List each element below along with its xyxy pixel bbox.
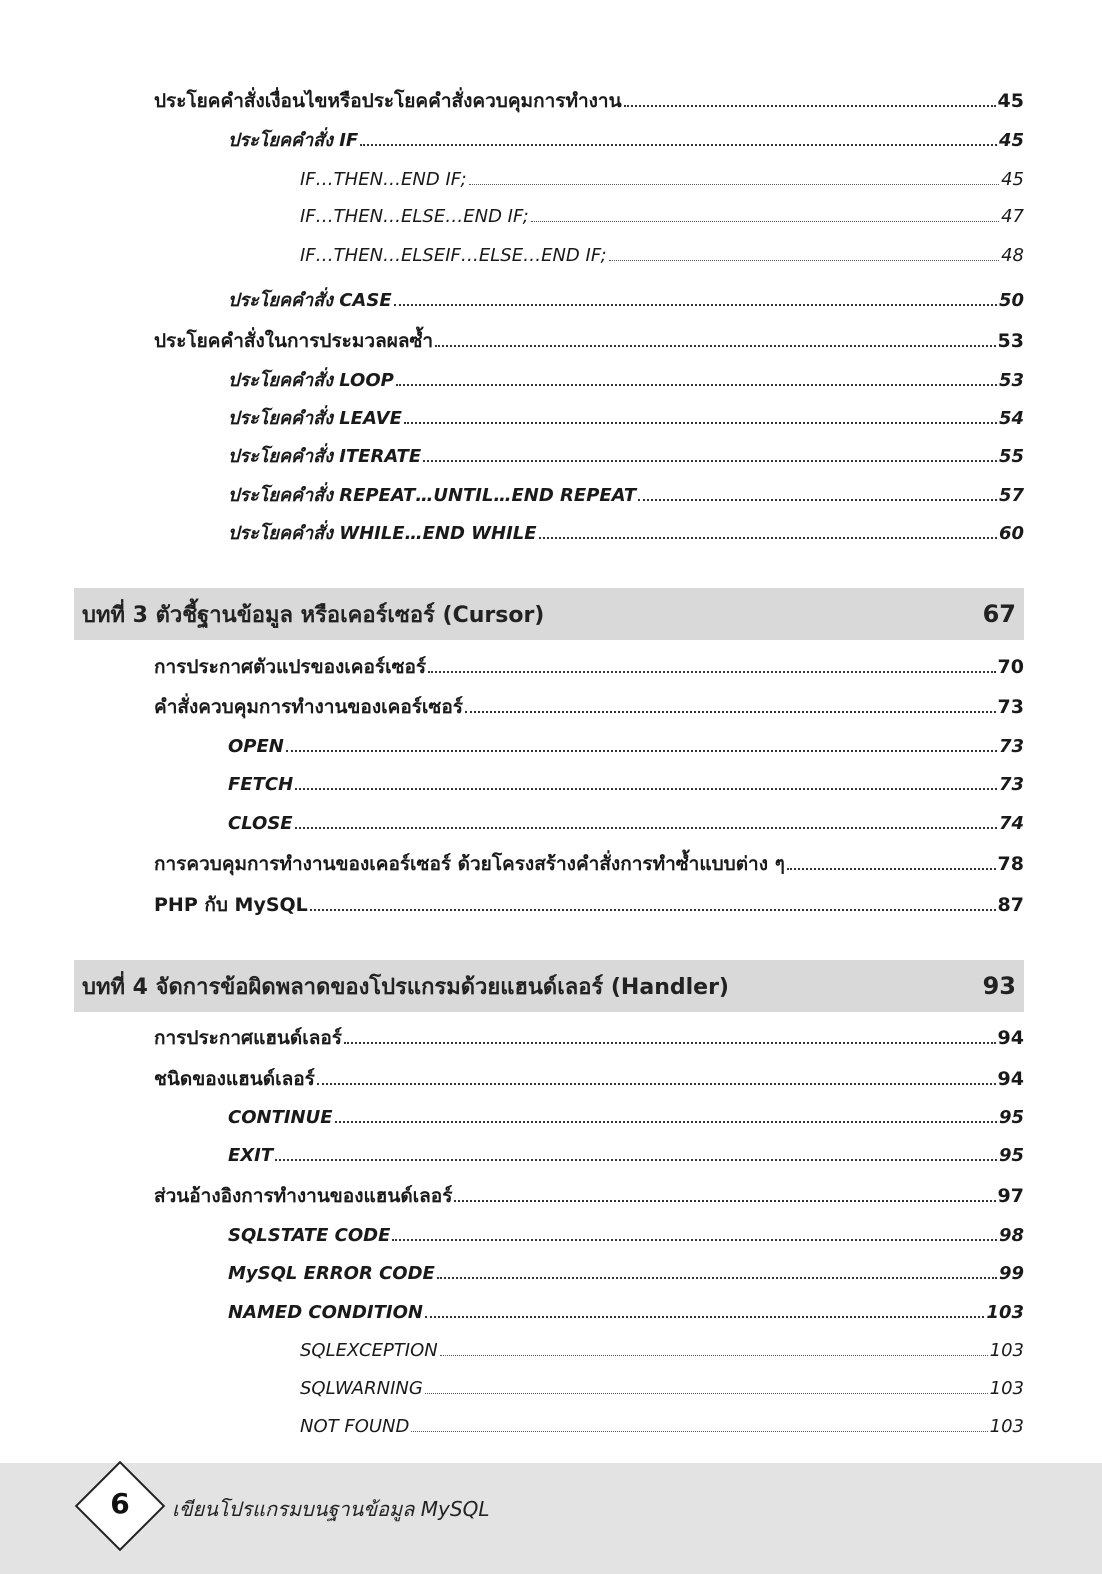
page-number: 6	[110, 1487, 130, 1520]
dot-leader	[437, 1277, 997, 1279]
toc-entry[interactable]	[228, 372, 1024, 390]
chapter-heading[interactable]	[74, 588, 1024, 640]
toc-entry-page: 97	[997, 1185, 1024, 1207]
toc-entry-label: SQLWARNING	[300, 1378, 423, 1399]
toc-entry-page: 55	[998, 446, 1024, 467]
toc-entry-page: 57	[998, 485, 1024, 506]
toc-entry[interactable]	[228, 776, 1024, 794]
dot-leader	[469, 184, 1000, 185]
dot-leader	[440, 1355, 988, 1356]
toc-entry-label: IF…THEN…ELSE…END IF;	[300, 206, 529, 227]
toc-entry-label: FETCH	[228, 774, 294, 795]
dot-leader	[465, 711, 996, 713]
toc-entry[interactable]	[300, 247, 1024, 265]
dot-leader	[435, 345, 995, 347]
toc-entry[interactable]	[228, 292, 1024, 310]
dot-leader	[394, 304, 997, 306]
toc-entry-page: 73	[997, 696, 1024, 718]
toc-entry[interactable]	[228, 525, 1024, 543]
toc-entry-page: 98	[998, 1225, 1024, 1246]
toc-entry-page: 54	[998, 408, 1024, 429]
toc-entry[interactable]	[300, 1380, 1024, 1398]
toc-entry-label: CLOSE	[228, 813, 293, 834]
dot-leader	[392, 1239, 997, 1241]
dot-leader	[423, 460, 997, 462]
toc-entry-label: คำสั่งควบคุมการทำงานของเคอร์เซอร์	[154, 696, 463, 718]
toc-entry-page: 87	[997, 894, 1024, 916]
toc-entry-page: 103	[989, 1416, 1024, 1437]
toc-entry-label: ประโยคคำสั่ง IF	[228, 130, 359, 151]
toc-entry-label: ประโยคคำสั่ง REPEAT…UNTIL…END REPEAT	[228, 485, 637, 506]
toc-entry-page: 103	[986, 1302, 1024, 1323]
page-footer	[0, 1463, 1102, 1574]
toc-entry-page: 53	[997, 330, 1024, 352]
dot-leader	[275, 1159, 997, 1161]
toc-entry[interactable]	[154, 855, 1024, 874]
toc-entry-page: 94	[997, 1068, 1024, 1090]
toc-entry-label: การควบคุมการทำงานของเคอร์เซอร์ ด้วยโครงสร้างคำสั่งการทำซ้ำแบบต่าง ๆ	[154, 853, 785, 875]
dot-leader	[344, 1042, 996, 1044]
toc-entry-page: 103	[989, 1378, 1024, 1399]
toc-entry-label: IF…THEN…ELSEIF…ELSE…END IF;	[300, 245, 607, 266]
toc-entry-label: NAMED CONDITION	[228, 1302, 423, 1323]
toc-entry-page: 60	[998, 523, 1024, 544]
toc-entry-page: 45	[1001, 169, 1024, 190]
toc-entry-label: SQLSTATE CODE	[228, 1225, 391, 1246]
toc-entry-label: OPEN	[228, 736, 284, 757]
toc-entry-label: ประโยคคำสั่ง WHILE…END WHILE	[228, 523, 537, 544]
toc-entry[interactable]	[154, 92, 1024, 111]
toc-entry[interactable]	[154, 698, 1024, 717]
toc-entry-page: 99	[998, 1263, 1024, 1284]
toc-entry[interactable]	[228, 132, 1024, 150]
toc-entry-label: ประโยคคำสั่งเงื่อนไขหรือประโยคคำสั่งควบคุมการทำงาน	[154, 90, 622, 112]
toc-entry-page: 50	[998, 290, 1024, 311]
toc-entry[interactable]	[154, 1029, 1024, 1048]
dot-leader	[286, 750, 997, 752]
dot-leader	[454, 1200, 995, 1202]
toc-entry-label: IF…THEN…END IF;	[300, 169, 467, 190]
chapter-title: บทที่ 4 จัดการข้อผิดพลาดของโปรแกรมด้วยแฮนด์เลอร์ (Handler)	[82, 974, 729, 1000]
dot-leader	[428, 671, 995, 673]
dot-leader	[539, 537, 997, 539]
dot-leader	[295, 827, 997, 829]
toc-entry[interactable]	[228, 1304, 1024, 1322]
toc-entry-page: 94	[997, 1027, 1024, 1049]
toc-entry-label: ส่วนอ้างอิงการทำงานของแฮนด์เลอร์	[154, 1185, 453, 1207]
dot-leader	[360, 144, 997, 146]
dot-leader	[787, 868, 996, 870]
toc-entry-page: 73	[998, 736, 1024, 757]
toc-entry[interactable]	[300, 1418, 1024, 1436]
toc-entry[interactable]	[228, 738, 1024, 756]
toc-entry-page: 47	[1001, 206, 1024, 227]
toc-entry-label: SQLEXCEPTION	[300, 1340, 438, 1361]
chapter-title: บทที่ 3 ตัวชี้ฐานข้อมูล หรือเคอร์เซอร์ (Cursor)	[82, 602, 545, 628]
toc-entry-page: 95	[998, 1145, 1024, 1166]
toc-entry[interactable]	[228, 815, 1024, 833]
dot-leader	[638, 499, 997, 501]
toc-entry[interactable]	[154, 896, 1024, 915]
toc-entry[interactable]	[228, 410, 1024, 428]
dot-leader	[335, 1121, 997, 1123]
toc-entry-label: NOT FOUND	[300, 1416, 410, 1437]
toc-entry-page: 53	[998, 370, 1024, 391]
toc-entry[interactable]	[228, 1147, 1024, 1165]
toc-entry-page: 95	[998, 1107, 1024, 1128]
toc-entry-label: การประกาศตัวแปรของเคอร์เซอร์	[154, 656, 427, 678]
chapter-heading[interactable]	[74, 960, 1024, 1012]
dot-leader	[411, 1431, 987, 1432]
dot-leader	[609, 260, 999, 261]
toc-entry-page: 78	[997, 853, 1024, 875]
dot-leader	[317, 1083, 996, 1085]
toc-entry[interactable]	[154, 1070, 1024, 1089]
dot-leader	[624, 105, 996, 107]
toc-entry-page: 45	[997, 90, 1024, 112]
chapter-page: 67	[982, 600, 1016, 628]
book-title: เขียนโปรแกรมบนฐานข้อมูล MySQL	[172, 1497, 490, 1521]
toc-entry-page: 103	[989, 1340, 1024, 1361]
toc-entry-label: MySQL ERROR CODE	[228, 1263, 435, 1284]
dot-leader	[295, 788, 997, 790]
toc-entry[interactable]	[228, 1265, 1024, 1283]
toc-entry[interactable]	[300, 208, 1024, 226]
dot-leader	[404, 422, 997, 424]
toc-entry-label: ประโยคคำสั่ง ITERATE	[228, 446, 422, 467]
toc-entry-label: CONTINUE	[228, 1107, 333, 1128]
dot-leader	[425, 1393, 988, 1394]
toc-entry-label: ประโยคคำสั่ง CASE	[228, 290, 392, 311]
toc-entry[interactable]	[154, 332, 1024, 351]
toc-entry-page: 73	[998, 774, 1024, 795]
toc-entry[interactable]	[300, 171, 1024, 189]
toc-entry-label: การประกาศแฮนด์เลอร์	[154, 1027, 343, 1049]
toc-entry[interactable]	[154, 1187, 1024, 1206]
toc-entry[interactable]	[228, 1227, 1024, 1245]
dot-leader	[310, 909, 996, 911]
toc-entry-page: 48	[1001, 245, 1024, 266]
toc-entry[interactable]	[228, 1109, 1024, 1127]
dot-leader	[396, 384, 997, 386]
dot-leader	[425, 1316, 984, 1318]
toc-entry-page: 70	[997, 656, 1024, 678]
toc-entry[interactable]	[228, 448, 1024, 466]
toc-entry-label: ชนิดของแฮนด์เลอร์	[154, 1068, 315, 1090]
toc-entry[interactable]	[154, 658, 1024, 677]
toc-entry-label: ประโยคคำสั่ง LEAVE	[228, 408, 402, 429]
toc-entry-label: EXIT	[228, 1145, 274, 1166]
toc-entry[interactable]	[300, 1342, 1024, 1360]
toc-entry-page: 74	[998, 813, 1024, 834]
dot-leader	[531, 221, 999, 222]
toc-entry-page: 45	[998, 130, 1024, 151]
toc-entry[interactable]	[228, 487, 1024, 505]
chapter-page: 93	[982, 972, 1016, 1000]
toc-entry-label: ประโยคคำสั่ง LOOP	[228, 370, 394, 391]
toc-entry-label: ประโยคคำสั่งในการประมวลผลซ้ำ	[154, 330, 434, 352]
toc-entry-label: PHP กับ MySQL	[154, 894, 308, 916]
